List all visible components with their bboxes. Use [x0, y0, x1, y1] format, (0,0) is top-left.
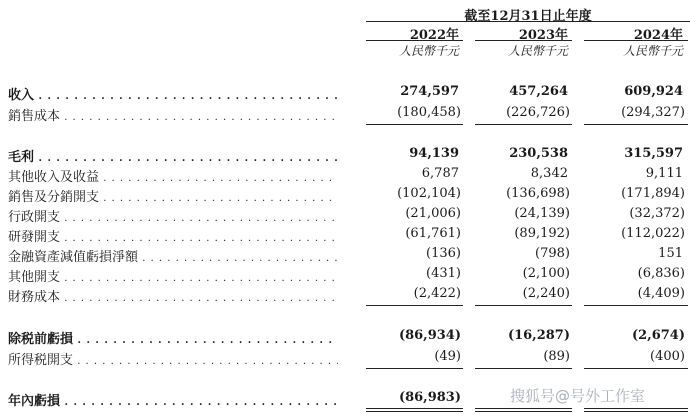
cost-of-sales-2023: (226,726) [506, 105, 570, 120]
row-label-other-income: 其他收入及收益 . . . [8, 166, 338, 185]
total-double-rule-2a [475, 408, 572, 409]
cost-of-sales-2024: (294,327) [621, 105, 685, 120]
year-2022-header: 2022年 [409, 28, 459, 43]
other-expenses-2024: (6,836) [637, 266, 685, 281]
row-label-selling-expenses: 銷售及分銷開支 . . . [8, 186, 338, 205]
admin-expenses-2022: (21,006) [405, 206, 461, 221]
impairment-2022: (136) [426, 246, 461, 261]
year-2024-header: 2024年 [633, 28, 683, 43]
row-label-other-expenses: 其他開支 . . . [8, 266, 338, 285]
total-double-rule-1b [366, 411, 463, 412]
year-rule-2 [475, 40, 572, 41]
subtotal-rule-2b [475, 305, 572, 306]
subtotal-rule-3b [475, 368, 572, 369]
rnd-expenses-2023: (89,192) [514, 226, 570, 241]
loss-before-tax-2022: (86,934) [398, 328, 461, 343]
row-label-rnd-expenses: 研發開支 . . . [8, 226, 338, 245]
subtotal-rule-2c [584, 305, 688, 306]
row-label-revenue: 收入 . . . [8, 84, 338, 103]
loss-before-tax-2023: (16,287) [507, 328, 570, 343]
gross-profit-2023: 230,538 [509, 146, 568, 161]
loss-for-year-2022: (86,983) [398, 390, 461, 405]
finance-costs-2024: (4,409) [637, 286, 685, 301]
revenue-2022: 274,597 [400, 84, 459, 99]
row-label-loss-before-tax: 除税前虧損 . . . [8, 328, 338, 347]
subtotal-rule-1a [366, 124, 463, 125]
total-double-rule-2b [475, 411, 572, 412]
subtotal-rule-3a [366, 368, 463, 369]
subtotal-rule-1c [584, 124, 688, 125]
gross-profit-2022: 94,139 [409, 146, 459, 161]
row-label-impairment: 金融資產減值虧損淨額 . . . [8, 246, 338, 265]
row-label-finance-costs: 財務成本 . . . [8, 286, 338, 305]
cost-of-sales-2022: (180,458) [397, 105, 461, 120]
row-label-income-tax: 所得税開支 . . . [8, 349, 338, 368]
unit-2024: 人民幣千元 [622, 44, 683, 58]
subtotal-rule-2a [366, 305, 463, 306]
selling-expenses-2024: (171,894) [621, 186, 685, 201]
period-rule [366, 21, 690, 22]
admin-expenses-2023: (24,139) [514, 206, 570, 221]
finance-costs-2023: (2,240) [522, 286, 570, 301]
unit-2022: 人民幣千元 [398, 44, 459, 58]
income-tax-2024: (400) [650, 349, 685, 364]
other-income-2023: 8,342 [530, 166, 568, 181]
total-double-rule-3b [584, 411, 688, 412]
revenue-2023: 457,264 [509, 84, 568, 99]
total-double-rule-1a [366, 408, 463, 409]
rnd-expenses-2022: (61,761) [405, 226, 461, 241]
impairment-2024: 151 [658, 246, 683, 261]
subtotal-rule-3c [584, 368, 688, 369]
other-income-2022: 6,787 [421, 166, 459, 181]
selling-expenses-2023: (136,698) [506, 186, 570, 201]
row-label-cost-of-sales: 銷售成本 . . . [8, 105, 338, 124]
other-expenses-2023: (2,100) [522, 266, 570, 281]
admin-expenses-2024: (32,372) [629, 206, 685, 221]
total-double-rule-3a [584, 408, 688, 409]
income-tax-2023: (89) [543, 349, 570, 364]
row-label-gross-profit: 毛利 . . . [8, 146, 338, 165]
subtotal-rule-1b [475, 124, 572, 125]
year-rule-1 [366, 40, 463, 41]
watermark-text: 搜狐号@号外工作室 [510, 387, 646, 405]
loss-before-tax-2024: (2,674) [631, 328, 685, 343]
period-header: 截至12月31日止年度 [464, 9, 592, 24]
finance-costs-2022: (2,422) [413, 286, 461, 301]
row-label-admin-expenses: 行政開支 . . . [8, 206, 338, 225]
gross-profit-2024: 315,597 [624, 146, 683, 161]
revenue-2024: 609,924 [624, 84, 683, 99]
other-income-2024: 9,111 [645, 166, 683, 181]
year-2023-header: 2023年 [518, 28, 568, 43]
unit-2023: 人民幣千元 [507, 44, 568, 58]
impairment-2023: (798) [535, 246, 570, 261]
income-tax-2022: (49) [434, 349, 461, 364]
row-label-loss-for-year: 年內虧損 . . . [8, 390, 338, 409]
selling-expenses-2022: (102,104) [397, 186, 461, 201]
rnd-expenses-2024: (112,022) [621, 226, 685, 241]
year-rule-3 [584, 40, 688, 41]
other-expenses-2022: (431) [426, 266, 461, 281]
